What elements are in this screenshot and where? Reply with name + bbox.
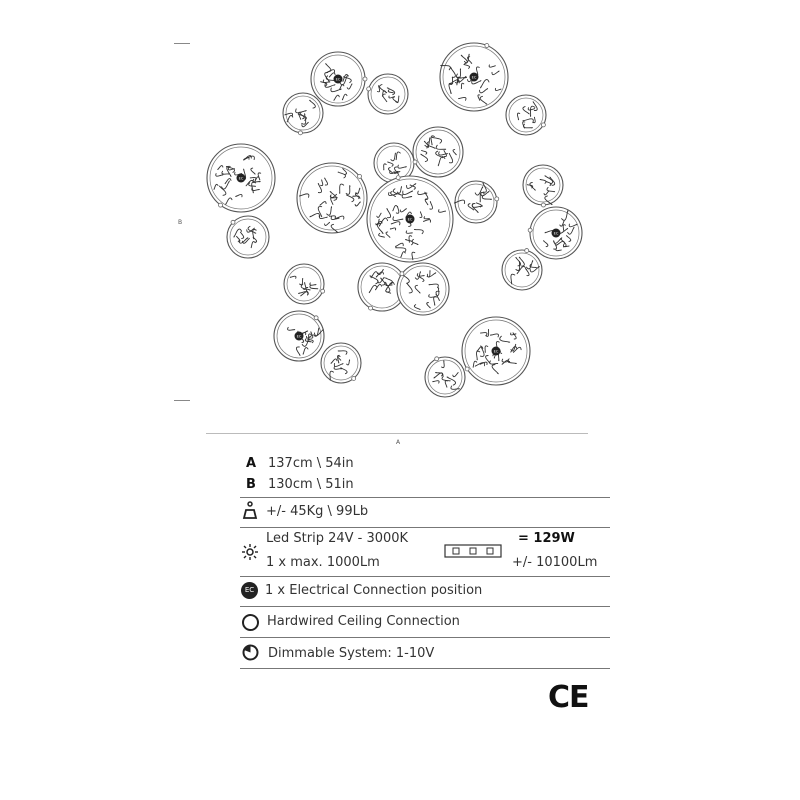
weight-row	[240, 498, 610, 526]
lamp-disc	[297, 163, 367, 233]
dimension-b	[246, 477, 354, 492]
weight-value: +/- 45Kg \ 99Lb	[266, 504, 369, 519]
electrical-connection-icon: EC	[241, 582, 258, 599]
lamp-disc	[413, 127, 463, 177]
lamp-disc	[528, 207, 582, 259]
led-type: Led Strip 24V - 3000K	[266, 531, 409, 546]
ce-mark: CE	[548, 680, 589, 715]
power-value: = 129W	[518, 531, 575, 546]
ceiling-row	[240, 607, 610, 635]
lamp-disc	[311, 52, 367, 106]
lamp-disc	[284, 264, 325, 304]
connection-marker-label: EC	[296, 334, 302, 339]
led-row	[240, 528, 610, 576]
lamp-disc	[367, 176, 453, 262]
dimensions-row	[240, 450, 610, 496]
connection-marker-label: EC	[238, 176, 244, 181]
dimmable-text: Dimmable System: 1-10V	[268, 646, 435, 661]
ceiling-connection-text: Hardwired Ceiling Connection	[267, 614, 460, 629]
lamp-disc	[425, 357, 465, 397]
lamp-disc	[397, 263, 449, 315]
lumen-total: +/- 10100Lm	[512, 555, 598, 570]
dimmable-row	[240, 638, 610, 666]
lamp-disc	[462, 317, 530, 385]
lamp-disc	[227, 216, 269, 258]
led-strip-icon	[444, 544, 502, 558]
specification-table	[240, 450, 610, 675]
disc-group	[207, 43, 582, 397]
dimension-a-letter: A	[246, 456, 257, 471]
lamp-disc	[274, 311, 324, 361]
lamp-disc	[367, 74, 408, 114]
dimension-a-label: A	[396, 439, 401, 446]
sun-icon	[241, 543, 259, 561]
lamp-disc	[502, 249, 542, 290]
lamp-disc	[454, 181, 498, 223]
weight-icon	[242, 504, 258, 520]
lamp-disc	[506, 95, 546, 135]
lamp-disc	[207, 144, 275, 212]
dimension-a	[246, 456, 354, 471]
electrical-connection-text: 1 x Electrical Connection position	[265, 583, 483, 598]
lamp-disc	[321, 343, 361, 383]
lamp-disc	[523, 165, 563, 207]
connection-marker-label: EC	[335, 77, 341, 82]
divider	[240, 668, 610, 669]
led-count: 1 x max. 1000Lm	[266, 555, 380, 570]
dimmer-icon	[242, 644, 259, 661]
dimension-b-letter: B	[246, 477, 256, 492]
dimension-b-top-tick	[174, 43, 190, 44]
lamp-disc	[283, 93, 323, 135]
electrical-row	[240, 577, 610, 605]
connection-marker-label: EC	[493, 349, 499, 354]
dimension-b-label: B	[178, 219, 183, 226]
dimension-b-bottom-tick	[174, 400, 190, 401]
lamp-disc	[440, 43, 508, 111]
connection-marker-label: EC	[553, 231, 559, 236]
dimension-b-value: 130cm \ 51in	[268, 477, 354, 492]
dimension-a-line	[206, 433, 588, 434]
dimension-a-value: 137cm \ 54in	[268, 456, 354, 471]
connection-marker-label: EC	[407, 217, 413, 222]
connection-marker-label: EC	[471, 75, 477, 80]
ceiling-connection-icon	[242, 614, 259, 631]
